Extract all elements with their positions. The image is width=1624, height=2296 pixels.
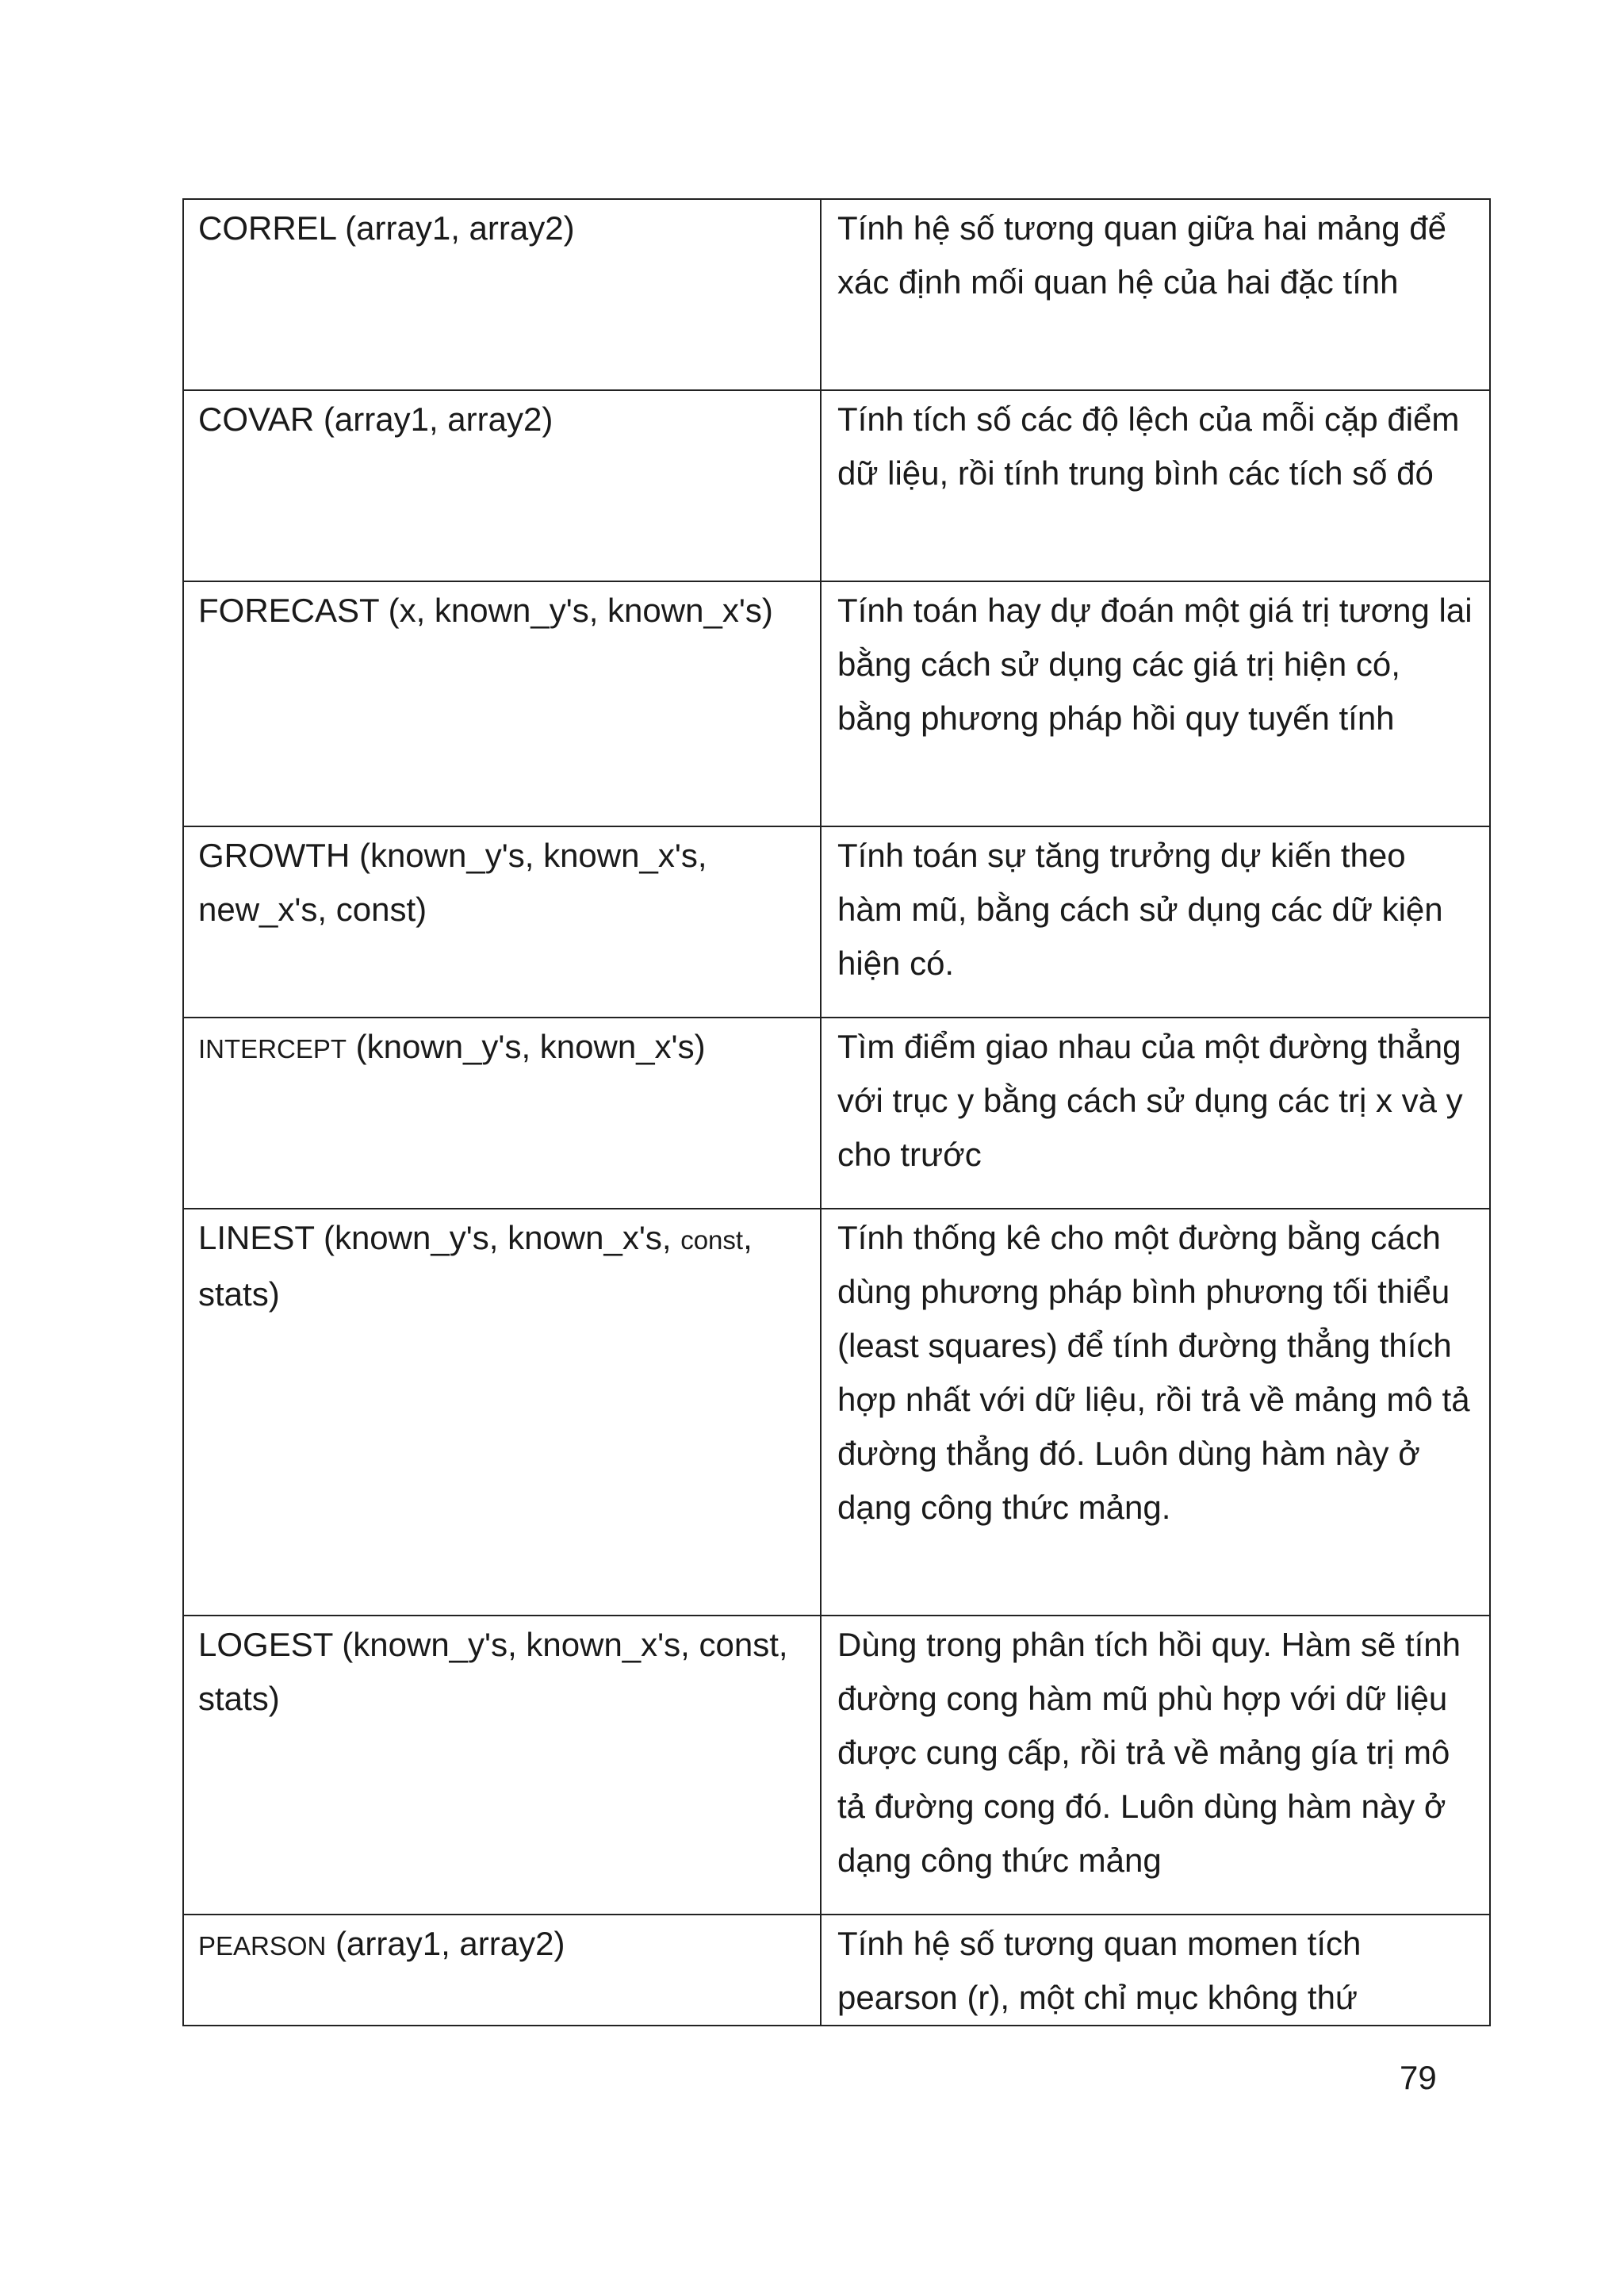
description-cell: Tính thống kê cho một đường bằng cách dùng phương pháp bình phương tối thiểu (least squares) để tính đường thẳng thích hợp nhất với dữ liệu, rồi trả về mảng mô tả đường thẳng đó. Luôn dùng hàm này ở dạng công thức mảng. xyxy=(821,1209,1490,1616)
description-cell: Tính tích số các độ lệch của mỗi cặp điểm dữ liệu, rồi tính trung bình các tích số đó xyxy=(821,390,1490,581)
table-row xyxy=(183,1209,1490,1616)
description-cell: Dùng trong phân tích hồi quy. Hàm sẽ tính đường cong hàm mũ phù hợp với dữ liệu được cung cấp, rồi trả về mảng gía trị mô tả đường cong đó. Luôn dùng hàm này ở dạng công thức mảng xyxy=(821,1616,1490,1915)
function-args: , stats) xyxy=(198,1219,753,1313)
function-name: COVAR xyxy=(198,401,315,438)
function-args: (known_y's, known_x's, xyxy=(314,1219,681,1256)
function-args: (array1, array2) xyxy=(314,401,553,438)
function-cell xyxy=(183,581,821,826)
description-cell: Tính toán sự tăng trưởng dự kiến theo hàm mũ, bằng cách sử dụng các dữ kiện hiện có. xyxy=(821,826,1490,1018)
function-cell xyxy=(183,1209,821,1616)
function-name: PEARSON xyxy=(198,1931,327,1961)
function-cell xyxy=(183,826,821,1018)
function-cell xyxy=(183,1616,821,1915)
description-cell: Tính hệ số tương quan giữa hai mảng để xác định mối quan hệ của hai đặc tính xyxy=(821,199,1490,390)
function-cell xyxy=(183,1018,821,1209)
function-args: (known_y's, known_x's, new_x's, const) xyxy=(198,837,707,928)
table-row xyxy=(183,1616,1490,1915)
table-row xyxy=(183,1018,1490,1209)
table-row xyxy=(183,199,1490,390)
page-number: 79 xyxy=(1400,2059,1437,2096)
function-args: (array1, array2) xyxy=(335,209,575,247)
function-cell xyxy=(183,1915,821,2026)
function-name: FORECAST xyxy=(198,592,379,629)
function-args-small: const xyxy=(680,1225,744,1255)
function-args: (known_y's, known_x's) xyxy=(347,1028,706,1065)
function-cell xyxy=(183,390,821,581)
description-cell: Tính toán hay dự đoán một giá trị tương lai bằng cách sử dụng các giá trị hiện có, bằng phương pháp hồi quy tuyến tính xyxy=(821,581,1490,826)
function-args: (array1, array2) xyxy=(326,1925,565,1962)
function-cell xyxy=(183,199,821,390)
description-cell: Tính hệ số tương quan momen tích pearson (r), một chỉ mục không thứ xyxy=(821,1915,1490,2026)
function-name: INTERCEPT xyxy=(198,1034,347,1064)
description-cell: Tìm điểm giao nhau của một đường thẳng với trục y bằng cách sử dụng các trị x và y cho trước xyxy=(821,1018,1490,1209)
table-row xyxy=(183,390,1490,581)
function-args: (known_y's, known_x's, const, stats) xyxy=(198,1626,788,1717)
table-row xyxy=(183,1915,1490,2026)
function-name: CORREL xyxy=(198,209,336,247)
function-name: LOGEST xyxy=(198,1626,333,1663)
table-row xyxy=(183,826,1490,1018)
table-row xyxy=(183,581,1490,826)
function-name: GROWTH xyxy=(198,837,350,874)
function-table xyxy=(182,198,1491,2026)
function-name: LINEST xyxy=(198,1219,315,1256)
function-args: (x, known_y's, known_x's) xyxy=(378,592,773,629)
